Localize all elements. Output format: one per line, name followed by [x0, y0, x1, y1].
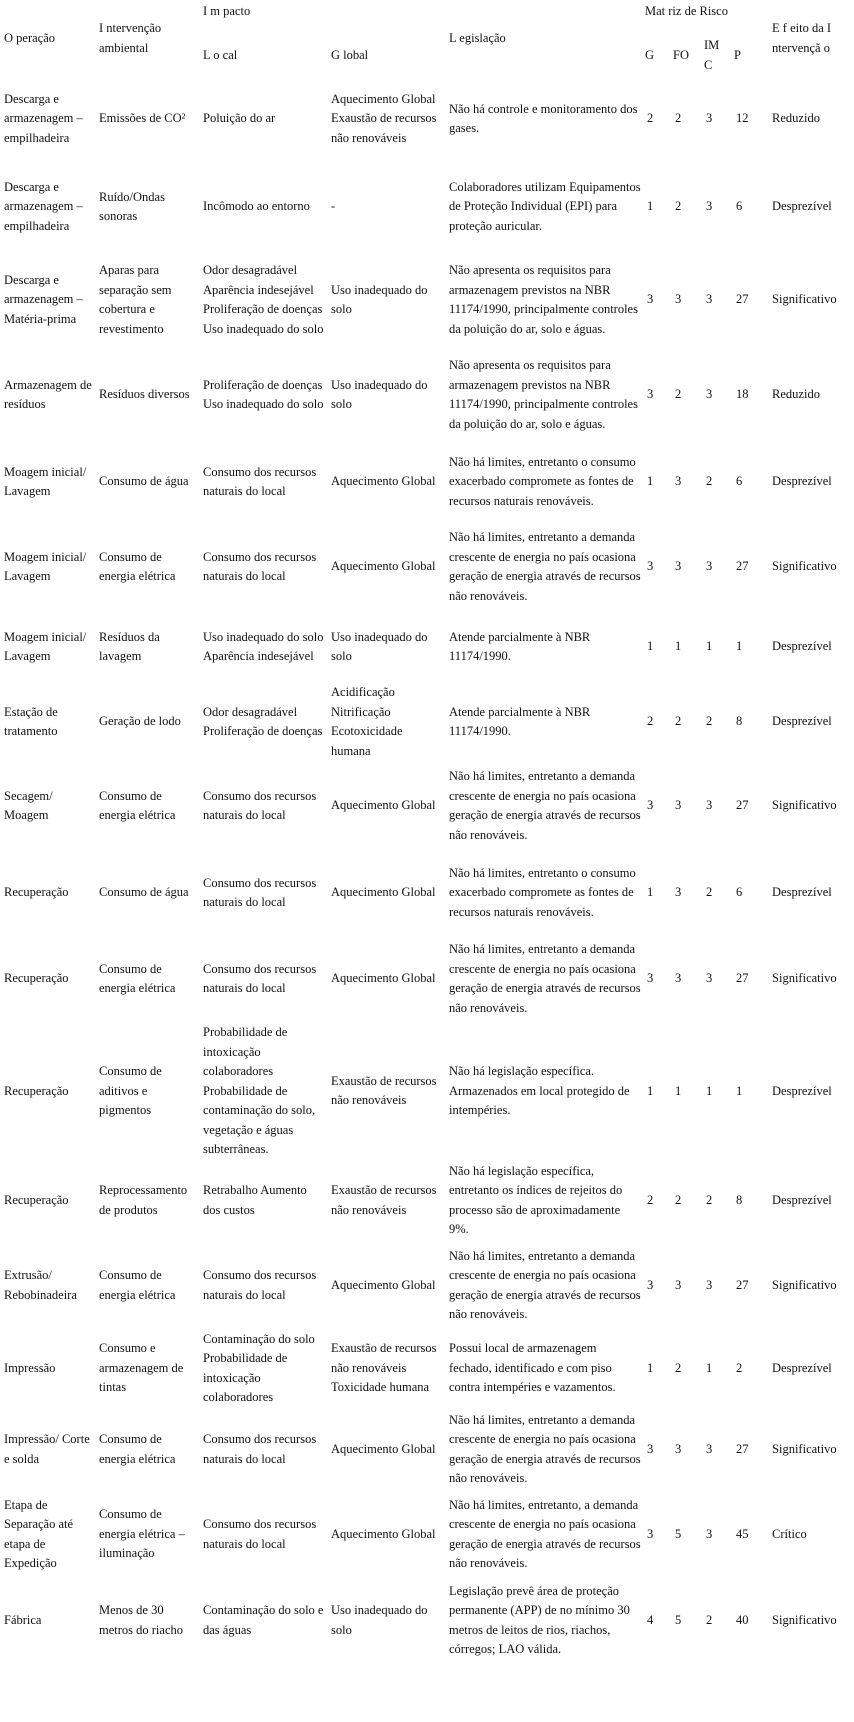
cell-g: 3 [647, 292, 654, 307]
table-row [0, 1160, 854, 1242]
cell-operacao: Fábrica [4, 1612, 42, 1627]
cell-global: Acidificação Nitrificação Ecotoxicidade humana [331, 685, 403, 758]
cell-g: 1 [647, 639, 654, 654]
cell-legislacao: Não há limites, entretanto o consumo exacerbado compromete as fontes de recursos naturais renováveis. [449, 865, 636, 919]
cell-imc: 3 [706, 559, 713, 574]
cell-local: Incômodo ao entorno [203, 199, 310, 214]
cell-intervencao: Consumo de energia elétrica [99, 549, 176, 583]
cell-imc: 3 [706, 387, 713, 402]
cell-efeito: Significativo [772, 292, 837, 307]
cell-p: 27 [736, 798, 749, 813]
cell-intervencao: Consumo de água [99, 885, 189, 900]
cell-global: Aquecimento Global [331, 971, 436, 986]
cell-legislacao: Colaboradores utilizam Equipamentos de Proteção Individual (EPI) para proteção auricular. [449, 179, 641, 233]
cell-imc: 3 [706, 292, 713, 307]
table-row [0, 75, 854, 163]
cell-g: 2 [647, 714, 654, 729]
cell-legislacao: Não há limites, entretanto a demanda crescente de energia no país ocasiona geração de energia através de recursos não renováveis. [449, 769, 641, 842]
cell-p: 1 [736, 639, 743, 654]
cell-intervencao: Consumo de energia elétrica [99, 961, 176, 995]
cell-legislacao: Não há limites, entretanto a demanda crescente de energia no país ocasiona geração de energia através de recursos não renováveis. [449, 1248, 641, 1321]
cell-local: Proliferação de doenças Uso inadequado do solo [203, 377, 324, 411]
cell-operacao: Descarga e armazenagem – empilhadeira [4, 91, 83, 145]
cell-legislacao: Não há limites, entretanto a demanda crescente de energia no país ocasiona geração de energia através de recursos não renováveis. [449, 942, 641, 1015]
cell-intervencao: Consumo de energia elétrica [99, 1432, 176, 1466]
cell-global: Exaustão de recursos não renováveis Toxicidade humana [331, 1341, 437, 1395]
cell-operacao: Recuperação [4, 971, 69, 986]
risk-matrix-table [0, 2, 854, 1664]
cell-global: Uso inadequado do solo [331, 377, 428, 411]
cell-fo: 1 [675, 1083, 682, 1098]
cell-g: 3 [647, 971, 654, 986]
cell-efeito: Significativo [772, 971, 837, 986]
table-body [0, 75, 854, 1664]
cell-efeito: Desprezível [772, 714, 832, 729]
cell-legislacao: Não há legislação específica. Armazenados em local protegido de intempéries. [449, 1064, 630, 1117]
table-row [0, 1578, 854, 1664]
header-operacao: O peração [4, 30, 56, 45]
cell-operacao: Descarga e armazenagem – empilhadeira [4, 179, 83, 233]
cell-local: Consumo dos recursos naturais do local [203, 1268, 317, 1302]
cell-g: 1 [647, 199, 654, 214]
cell-fo: 3 [675, 971, 682, 986]
cell-p: 12 [736, 111, 749, 126]
cell-global: - [331, 199, 336, 214]
cell-efeito: Significativo [772, 559, 837, 574]
cell-fo: 2 [675, 714, 682, 729]
cell-legislacao: Não há limites, entretanto a demanda crescente de energia no país ocasiona geração de energia através de recursos não renováveis. [449, 530, 641, 603]
cell-fo: 3 [675, 885, 682, 900]
table-row [0, 1023, 854, 1160]
cell-efeito: Desprezível [772, 639, 832, 654]
cell-local: Contaminação do solo e das águas [203, 1603, 324, 1637]
cell-efeito: Reduzido [772, 387, 820, 402]
cell-p: 27 [736, 971, 749, 986]
cell-p: 27 [736, 292, 749, 307]
cell-imc: 1 [706, 1083, 713, 1098]
cell-global: Aquecimento Global [331, 1277, 436, 1292]
table-row [0, 1330, 854, 1408]
header-impacto: I m pacto [203, 4, 251, 18]
cell-local: Poluição do ar [203, 111, 276, 126]
cell-fo: 1 [675, 639, 682, 654]
cell-imc: 2 [706, 714, 713, 729]
table-row [0, 441, 854, 523]
header-legislacao: L egislação [449, 30, 506, 45]
cell-legislacao: Legislação prevê área de proteção permanente (APP) de no mínimo 30 metros de leitos de rios, riachos, córregos; LAO válida. [449, 1583, 630, 1656]
cell-local: Contaminação do solo Probabilidade de intoxicação colaboradores [203, 1331, 315, 1404]
header-g: G [645, 47, 655, 62]
cell-g: 3 [647, 798, 654, 813]
cell-operacao: Recuperação [4, 885, 69, 900]
table-row [0, 1242, 854, 1330]
cell-efeito: Desprezível [772, 1360, 832, 1375]
cell-efeito: Significativo [772, 1612, 837, 1627]
cell-legislacao: Não há legislação específica, entretanto os índices de rejeitos do processo são de aproximadamente 9%. [449, 1163, 623, 1236]
cell-imc: 3 [706, 971, 713, 986]
header-matriz-risco: Mat riz de Risco [645, 4, 728, 18]
cell-imc: 3 [706, 798, 713, 813]
cell-imc: 3 [706, 1441, 713, 1456]
cell-intervencao: Aparas para separação sem cobertura e revestimento [99, 263, 172, 336]
cell-p: 40 [736, 1612, 749, 1627]
cell-intervencao: Consumo de água [99, 474, 189, 489]
cell-p: 6 [736, 885, 743, 900]
cell-local: Consumo dos recursos naturais do local [203, 788, 317, 822]
cell-g: 3 [647, 559, 654, 574]
cell-fo: 5 [675, 1612, 682, 1627]
cell-efeito: Desprezível [772, 474, 832, 489]
cell-p: 6 [736, 199, 743, 214]
header-global: G lobal [331, 47, 369, 62]
cell-global: Exaustão de recursos não renováveis [331, 1183, 437, 1217]
cell-p: 6 [736, 474, 743, 489]
cell-intervencao: Geração de lodo [99, 714, 181, 729]
cell-efeito: Desprezível [772, 885, 832, 900]
cell-g: 1 [647, 474, 654, 489]
cell-g: 3 [647, 1277, 654, 1292]
cell-efeito: Significativo [772, 798, 837, 813]
cell-local: Uso inadequado do solo Aparência indesejável [203, 629, 324, 663]
cell-g: 3 [647, 1526, 654, 1541]
cell-efeito: Desprezível [772, 199, 832, 214]
header-efeito: E f eito da I ntervençã o [772, 21, 832, 55]
cell-operacao: Extrusão/ Rebobinadeira [4, 1268, 77, 1302]
cell-legislacao: Possui local de armazenagem fechado, identificado e com piso contra intempéries e vazamentos. [449, 1341, 616, 1395]
cell-global: Uso inadequado do solo [331, 282, 428, 316]
cell-efeito: Significativo [772, 1441, 837, 1456]
cell-operacao: Descarga e armazenagem – Matéria-prima [4, 272, 83, 326]
cell-fo: 3 [675, 292, 682, 307]
cell-intervencao: Consumo de energia elétrica [99, 788, 176, 822]
cell-local: Odor desagradável Aparência indesejável Proliferação de doenças Uso inadequado do solo [203, 263, 324, 336]
cell-intervencao: Menos de 30 metros do riacho [99, 1603, 184, 1637]
cell-efeito: Crítico [772, 1526, 807, 1541]
table-row [0, 1492, 854, 1578]
cell-intervencao: Resíduos diversos [99, 387, 190, 402]
cell-legislacao: Não há controle e monitoramento dos gases. [449, 101, 638, 135]
cell-operacao: Moagem inicial/ Lavagem [4, 549, 87, 583]
cell-g: 2 [647, 111, 654, 126]
cell-global: Exaustão de recursos não renováveis [331, 1073, 437, 1108]
cell-efeito: Significativo [772, 1277, 837, 1292]
cell-efeito: Desprezível [772, 1083, 832, 1098]
cell-intervencao: Resíduos da lavagem [99, 629, 160, 663]
cell-fo: 2 [675, 111, 682, 126]
cell-g: 3 [647, 387, 654, 402]
cell-local: Consumo dos recursos naturais do local [203, 464, 317, 498]
cell-operacao: Impressão [4, 1360, 56, 1375]
table-row [0, 349, 854, 441]
cell-imc: 2 [706, 474, 713, 489]
cell-imc: 3 [706, 1526, 713, 1541]
cell-local: Probabilidade de intoxicação colaboradores Probabilidade de contaminação do solo, vegetação e águas subterrâneas. [203, 1025, 316, 1156]
table-row [0, 683, 854, 761]
cell-operacao: Recuperação [4, 1083, 69, 1098]
cell-fo: 5 [675, 1526, 682, 1541]
cell-operacao: Etapa de Separação até etapa de Expedição [4, 1497, 74, 1570]
cell-p: 2 [736, 1360, 743, 1375]
cell-p: 27 [736, 1277, 749, 1292]
cell-global: Aquecimento Global [331, 885, 436, 900]
cell-fo: 2 [675, 1360, 682, 1375]
table-row [0, 251, 854, 349]
cell-operacao: Recuperação [4, 1192, 69, 1207]
cell-g: 2 [647, 1192, 654, 1207]
header-fo: FO [673, 47, 689, 62]
cell-fo: 3 [675, 1277, 682, 1292]
cell-local: Consumo dos recursos naturais do local [203, 549, 317, 583]
table-row [0, 935, 854, 1023]
header-intervencao: I ntervenção ambiental [99, 21, 162, 55]
cell-imc: 2 [706, 1192, 713, 1207]
cell-legislacao: Não há limites, entretanto, a demanda crescente de energia no país ocasiona geração de energia através de recursos não renováveis. [449, 1497, 641, 1570]
cell-imc: 1 [706, 639, 713, 654]
cell-legislacao: Não apresenta os requisitos para armazenagem previstos na NBR 11174/1990, principalmente controles da poluição do ar, solo e águas. [449, 263, 638, 336]
cell-operacao: Moagem inicial/ Lavagem [4, 464, 87, 498]
cell-intervencao: Consumo e armazenagem de tintas [99, 1341, 184, 1395]
cell-g: 3 [647, 1441, 654, 1456]
cell-g: 1 [647, 1083, 654, 1098]
cell-fo: 3 [675, 798, 682, 813]
cell-g: 1 [647, 1360, 654, 1375]
table-row [0, 611, 854, 683]
cell-local: Retrabalho Aumento dos custos [203, 1183, 307, 1217]
cell-p: 45 [736, 1526, 749, 1541]
cell-local: Odor desagradável Proliferação de doenças [203, 704, 323, 738]
cell-efeito: Reduzido [772, 111, 820, 126]
table-row [0, 523, 854, 611]
cell-global: Uso inadequado do solo [331, 1603, 428, 1637]
cell-imc: 2 [706, 885, 713, 900]
cell-imc: 2 [706, 1612, 713, 1627]
cell-local: Consumo dos recursos naturais do local [203, 961, 317, 995]
cell-intervencao: Ruído/Ondas sonoras [99, 189, 165, 223]
cell-global: Aquecimento Global Exaustão de recursos não renováveis [331, 91, 437, 145]
cell-operacao: Estação de tratamento [4, 704, 58, 738]
cell-operacao: Secagem/ Moagem [4, 788, 53, 822]
cell-legislacao: Não há limites, entretanto a demanda crescente de energia no país ocasiona geração de energia através de recursos não renováveis. [449, 1412, 641, 1485]
cell-imc: 1 [706, 1360, 713, 1375]
cell-legislacao: Não apresenta os requisitos para armazenagem previstos na NBR 11174/1990, principalmente controles da poluição do ar, solo e águas. [449, 358, 638, 431]
cell-p: 1 [736, 1083, 743, 1098]
cell-p: 8 [736, 1192, 743, 1207]
cell-p: 27 [736, 559, 749, 574]
cell-global: Aquecimento Global [331, 798, 436, 813]
cell-p: 18 [736, 387, 749, 402]
cell-fo: 2 [675, 1192, 682, 1207]
cell-local: Consumo dos recursos naturais do local [203, 1432, 317, 1466]
cell-legislacao: Atende parcialmente à NBR 11174/1990. [449, 629, 591, 663]
cell-efeito: Desprezível [772, 1192, 832, 1207]
cell-fo: 3 [675, 1441, 682, 1456]
cell-operacao: Moagem inicial/ Lavagem [4, 629, 87, 663]
cell-intervencao: Reprocessamento de produtos [99, 1183, 188, 1217]
cell-intervencao: Emissões de CO² [99, 111, 186, 126]
header-imc: IM C [704, 38, 720, 72]
cell-operacao: Impressão/ Corte e solda [4, 1432, 90, 1466]
cell-local: Consumo dos recursos naturais do local [203, 875, 317, 909]
table-row [0, 761, 854, 851]
cell-imc: 3 [706, 1277, 713, 1292]
cell-global: Aquecimento Global [331, 559, 436, 574]
cell-global: Aquecimento Global [331, 474, 436, 489]
table-row [0, 1408, 854, 1492]
cell-g: 4 [647, 1612, 654, 1627]
cell-legislacao: Não há limites, entretanto o consumo exacerbado compromete as fontes de recursos naturais renováveis. [449, 454, 636, 508]
cell-local: Consumo dos recursos naturais do local [203, 1517, 317, 1551]
cell-p: 8 [736, 714, 743, 729]
table-row [0, 851, 854, 935]
table-row [0, 163, 854, 251]
cell-intervencao: Consumo de energia elétrica [99, 1268, 176, 1302]
cell-fo: 3 [675, 559, 682, 574]
cell-g: 1 [647, 885, 654, 900]
cell-imc: 3 [706, 111, 713, 126]
cell-global: Aquecimento Global [331, 1441, 436, 1456]
cell-fo: 3 [675, 474, 682, 489]
cell-intervencao: Consumo de aditivos e pigmentos [99, 1064, 162, 1117]
cell-legislacao: Atende parcialmente à NBR 11174/1990. [449, 704, 591, 738]
header-local: L o cal [203, 47, 238, 62]
cell-global: Uso inadequado do solo [331, 629, 428, 663]
cell-fo: 2 [675, 199, 682, 214]
cell-intervencao: Consumo de energia elétrica – iluminação [99, 1507, 185, 1561]
cell-global: Aquecimento Global [331, 1526, 436, 1541]
cell-operacao: Armazenagem de resíduos [4, 377, 92, 411]
cell-fo: 2 [675, 387, 682, 402]
header-p: P [734, 47, 741, 62]
cell-p: 27 [736, 1441, 749, 1456]
cell-imc: 3 [706, 199, 713, 214]
